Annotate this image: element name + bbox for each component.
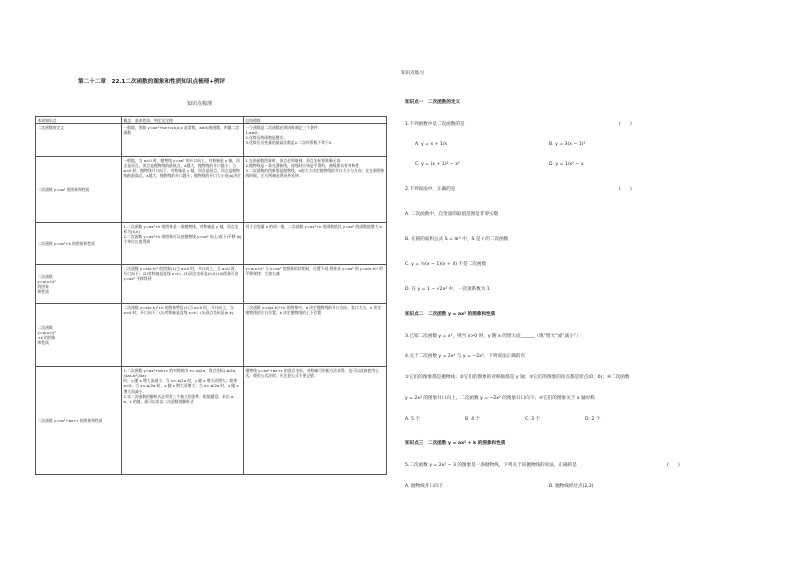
table-row — [36, 265, 387, 304]
table-header-cell: 总结精炼 — [244, 117, 387, 124]
question-4: 4.关于二次函数 y = 2x² 与 y = −2x²，下列说法正确的有 — [405, 354, 526, 359]
section-subheading: 知识点梳理 — [187, 101, 213, 107]
table-cell: 二次函数 y=ax² 的图象和性质 — [36, 157, 122, 223]
table-cell: 1.二次函数 y=ax²+bx+c 的对称轴为 x=-b/2a，顶点坐标(-b/2a, (4ac-b²)/4a) 时，y 随 x 增大而减小；当 x>-b/2a 时，y 随 x 增大而增大；如果 a<0，当 x<-b/2a 时，y 随 x 增大而增大；当 x>-b/2a 时，y 随 x 增大而减小. 2.求二次函数的解析式必须有三个独立的条件，根据题意，求出 a、b、c 的值，就可以求出二次函数的解析式 — [122, 367, 244, 475]
question-option: B. 4 个 — [465, 417, 481, 422]
table-cell: 抛物线 y=ax²+bx+c 的顶点坐标、对称轴可用配方法求得，也可以直接套用公式，使用公式法时，应注意公式不要记错. — [244, 367, 387, 475]
table-cell: 二次函数 y=a(x-h)²+k 的图象特征(1)当 a>0 时，开口向上，当 a<0 时，开口向下；(2)对称轴是直线 x=h；(3)顶点坐标是(h,k). — [122, 304, 244, 367]
answer-blank: ( ) — [619, 122, 632, 127]
table-cell: 1.在画函数图象时，顶点必须取到，顶点坐标要准确无误. 2.抛物线是一条光滑曲线，连线时应该是平滑的，曲线要具有对称性. 3.二次函数的图象都是抛物线，a的大小决定抛物线的开口大小与方向；在在画图象的时候，左右两端必须向外延伸. — [244, 157, 387, 223]
exercise-title: 知识点练习 — [401, 71, 424, 76]
question-option: B. y = 3(x − 1)² — [549, 142, 586, 147]
question-3: 3.已知二次函数 y = x²，则当 x>0 时，y 随 x 的增大而______（填“增大”或“减小”） — [405, 334, 581, 339]
question-option: A. 抛物线开口向下 — [405, 484, 444, 489]
question-1: 1.下列函数中是二次函数的是 — [405, 122, 465, 127]
table-cell: 二次函数 y=a(x-h)² +k 的图象 和性质 — [36, 304, 122, 367]
table-cell: 一般地，当 a>0 时，抛物线 y=ax² 的开口向上，对称轴是 y 轴，顶点是原点，顶点是抛物线的最低点，a越大，抛物线的开口越小；当 a<0 时，抛物线开口向下，对称轴是 y 轴，顶点是原点，顶点是抛物线的最高点，a越大，抛物线的开口越小；抛物线的开口大小由|a|决定 — [122, 157, 244, 223]
table-header-row — [36, 117, 387, 124]
table-cell: 二次函数 y=ax²+k 的图象和性质 — [36, 223, 122, 265]
question-text: ①它们的图象都是抛物线；②它们的图象的对称轴都是 y 轴；③它们的图象的顶点都是原点(0，0)；④二次函数 — [405, 375, 630, 380]
knowledge-point-heading: 知识点一 二次函数的定义 — [405, 100, 461, 105]
question-option: A. y = x + 1/x — [415, 142, 448, 147]
question-5: 5.二次函数 y = 2x² − 3 的图象是一条抛物线，下列关于该抛物线的说法，正确的是 — [405, 463, 577, 468]
table-cell: 一个函数是二次函数必须同时满足三个条件： 1.a≠0； 2.化简后的函数是整式； 3.化简后自变量的最高次数是2.二次项系数不等于0. — [244, 124, 387, 157]
question-option: B. 在圆的面积公式 S = πr² 中，S 是 r 的二次函数 — [405, 237, 509, 242]
page-title: 第二十二章 22.1二次函数的图象和性质知识点梳理+例评 — [78, 79, 226, 85]
knowledge-point-heading: 知识点二 二次函数 y = ax² 的图象和性质 — [405, 312, 496, 317]
knowledge-table — [35, 116, 387, 475]
table-cell: 1.二次函数 y=ax²+k 的图象是一条抛物线，对称轴是 y 轴，顶点坐标为(0,k) 2.二次函数 y=ax²+k 的图象可以由抛物线 y=ax² 向上(或下)平移 |k| 个单位长度得到 — [122, 223, 244, 265]
table-cell: 对于自变量 x 的同一值，二次函数 y=ax²+k 的函数值比 y=ax² 的函数值增大 k. — [244, 223, 387, 265]
table-row — [36, 223, 387, 265]
table-row — [36, 124, 387, 157]
question-option: A. 5 个 — [405, 417, 420, 422]
question-option: D. 2 个 — [585, 417, 601, 422]
question-option: D. y = 1/x² − x — [549, 162, 584, 167]
knowledge-point-heading: 知识点三 二次函数 y = ax² + k 的图象和性质 — [405, 441, 506, 446]
table-cell: 一般地，形如 y=ax²+bx+c(a,b,c 是常数，a≠0)的函数，叫做二次函数 — [122, 124, 244, 157]
question-option: B. 抛物线经过点(2,3) — [549, 484, 594, 489]
question-text: y = 2x² 的图象开口向上，二次函数 y = −2x² 的图象开口向下；⑤它们的图象关于 x 轴对称 — [405, 396, 595, 401]
right-page — [397, 0, 794, 562]
question-option: A. 二次函数中，自变量的取值范围是非零实数 — [405, 212, 499, 217]
table-row — [36, 367, 387, 475]
table-cell: 二次函数的定义 — [36, 124, 122, 157]
answer-blank: ( ) — [667, 463, 680, 468]
table-header-cell: 概念、基本性质、判定及定理 — [122, 117, 244, 124]
table-cell: 二次函数 y=a(x-h)² 的图象(1)当 a>0 时，开口向上，当 a<0 时，开口向下；(2)对称轴是直线 x=h；(3)顶点坐标是(h,0).(4)图象可由 y=ax² 平移得到 — [122, 265, 244, 304]
table-header-cell: 本周知识点 — [36, 117, 122, 124]
question-option: D. 在 y = 1 − √2x² 中，一次项系数为 1 — [405, 287, 490, 292]
question-2: 2.下列说法中，正确的是 — [405, 187, 456, 192]
question-option: C. 3 个 — [525, 417, 541, 422]
question-option: C. y = ½(x − 1)(x + 4) 不是二次函数 — [405, 262, 487, 267]
table-cell: 二次函数 y=a(x-h)²+k 的图象中，a 决定抛物线的开口方向、张口大小，h 决定抛物线的左右位置，k 决定抛物线的上下位置 — [244, 304, 387, 367]
table-cell: 二次函数 y=ax²+bx+c 的图象和性质 — [36, 367, 122, 475]
answer-blank: ( ) — [619, 187, 632, 192]
table-cell: 二次函数 y=a(x-h)² 的图象 和性质 — [36, 265, 122, 304]
table-row — [36, 304, 387, 367]
table-row — [36, 157, 387, 223]
table-cell: y=a(x-h)² 与 y=ax² 的图象形状相同，位置不同.图象从 y=ax² 到 y=a(x-h)² 的平移规律：左加右减 — [244, 265, 387, 304]
question-option: C. y = (x + 1)² − x² — [415, 162, 460, 167]
